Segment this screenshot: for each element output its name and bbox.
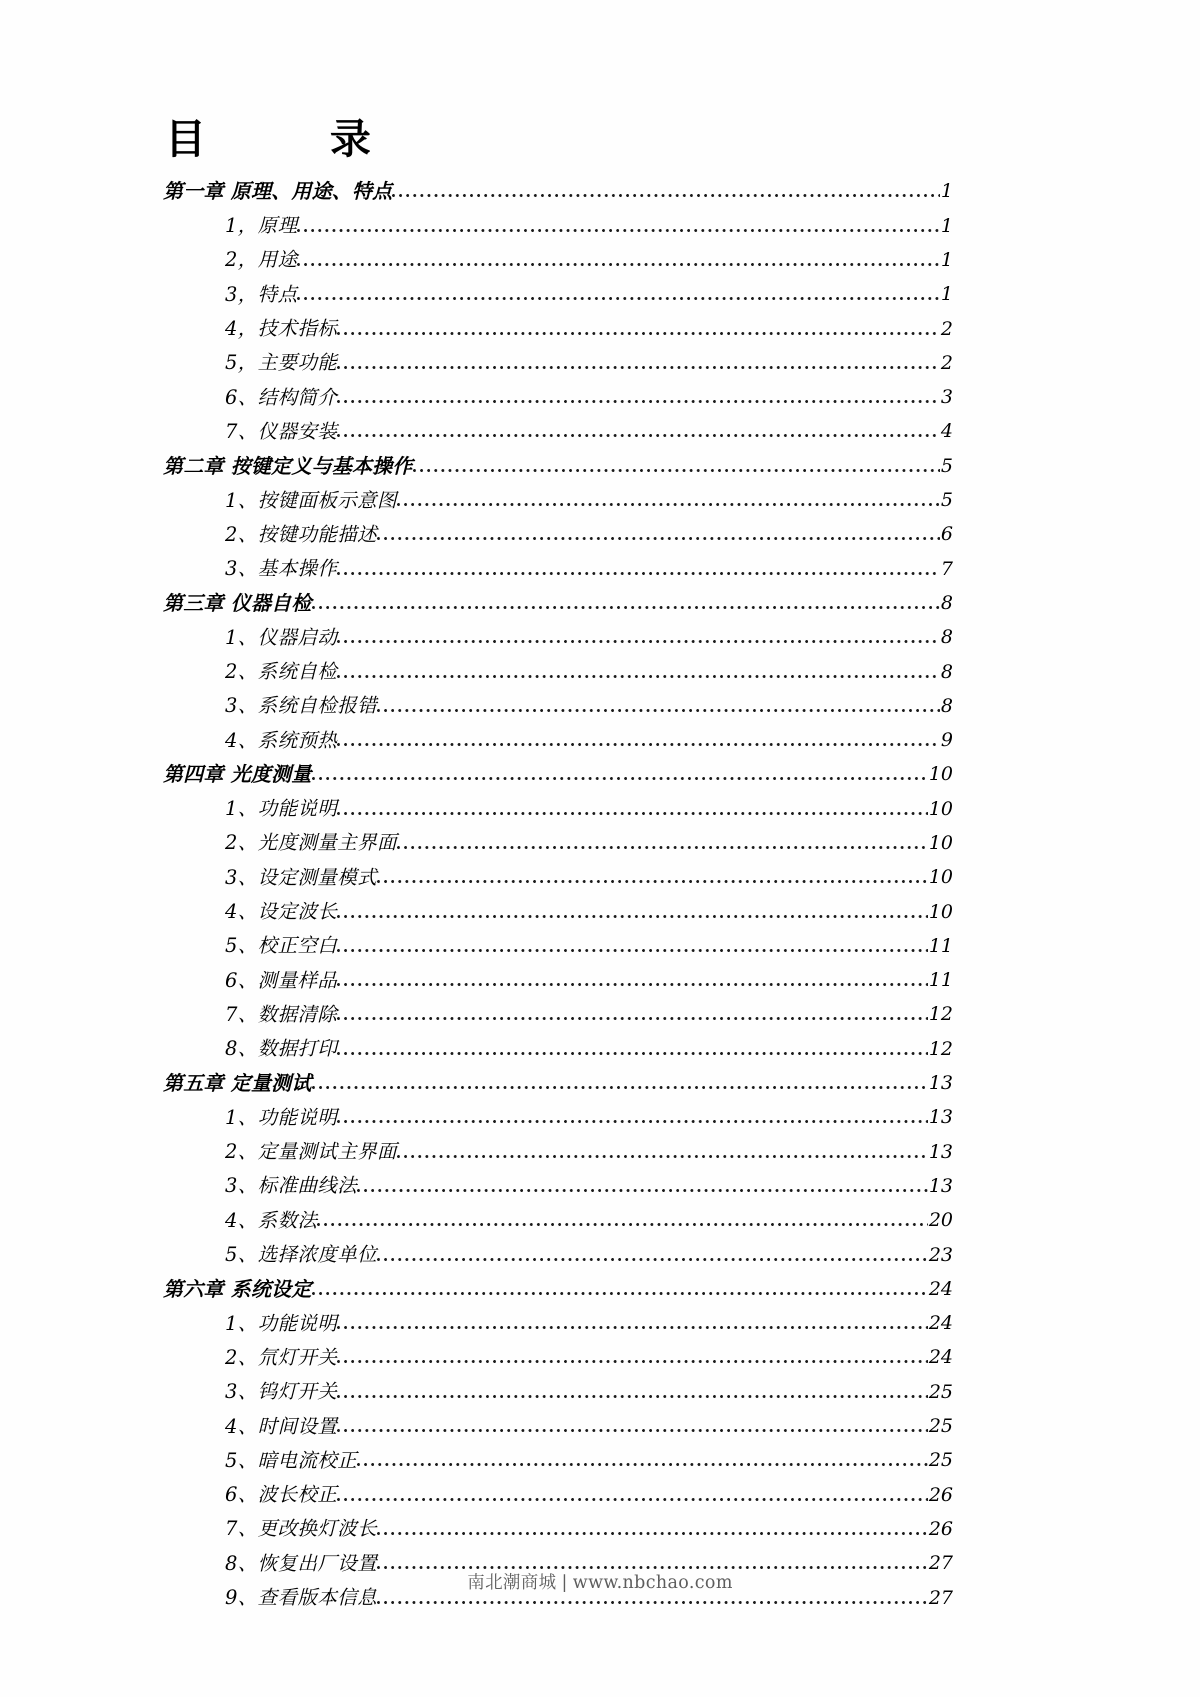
toc-entry-label: 7、更改换灯波长 [225,1517,378,1541]
dot-leader [337,375,940,409]
toc-entry-page-number: 1 [940,180,953,203]
dot-leader [377,684,940,718]
toc-entry-label: 6、测量样品 [225,968,338,992]
toc-entry-label: 2，用途 [225,248,298,272]
toc-entry-label: 1、功能说明 [225,1311,338,1335]
toc-section-row[interactable] [163,718,953,752]
toc-entry-label: 2、光度测量主界面 [225,831,397,855]
toc-section-row[interactable] [163,1164,953,1198]
dot-leader [397,821,928,855]
dot-leader [317,1198,927,1232]
toc-entry-label: 2、定量测试主界面 [225,1140,397,1164]
toc-entry-label: 3、标准曲线法 [225,1174,358,1198]
dot-leader [312,1267,928,1301]
toc-entry-page-number: 10 [928,900,953,923]
toc-entry-page-number: 6 [940,523,953,546]
toc-entry-page-number: 10 [928,866,953,889]
toc-section-row[interactable] [163,649,953,683]
toc-section-row[interactable] [163,238,953,272]
toc-entry-label: 8、数据打印 [225,1037,338,1061]
toc-entry-page-number: 3 [940,386,953,409]
toc-chapter-row[interactable] [163,443,953,477]
toc-entry-page-number: 27 [928,1552,953,1575]
toc-entry-page-number: 26 [928,1483,953,1506]
dot-leader [337,1026,928,1060]
toc-entry-label: 6、结构简介 [225,385,338,409]
toc-entry-page-number: 13 [928,1140,953,1163]
toc-section-row[interactable] [163,1404,953,1438]
toc-entry-page-number: 26 [928,1517,953,1540]
toc-section-row[interactable] [163,821,953,855]
toc-entry-label: 6、波长校正 [225,1483,338,1507]
toc-entry-page-number: 10 [928,797,953,820]
toc-section-row[interactable] [163,1472,953,1506]
toc-entry-page-number: 24 [928,1312,953,1335]
toc-entry-page-number: 24 [928,1277,953,1300]
toc-section-row[interactable] [163,958,953,992]
toc-entry-label: 第一章 原理、用途、特点 [163,179,393,204]
dot-leader [357,1438,928,1472]
toc-entry-page-number: 4 [940,420,953,443]
toc-entry-label: 8、恢复出厂设置 [225,1551,378,1575]
toc-entry-label: 4、时间设置 [225,1414,338,1438]
toc-chapter-row[interactable] [163,752,953,786]
toc-entry-page-number: 12 [928,1003,953,1026]
toc-chapter-row[interactable] [163,1267,953,1301]
toc-entry-page-number: 25 [928,1449,953,1472]
toc-section-row[interactable] [163,1198,953,1232]
dot-leader [392,169,940,203]
dot-leader [337,1095,928,1129]
toc-section-row[interactable] [163,203,953,237]
dot-leader [377,1507,928,1541]
toc-entry-label: 3、系统自检报错 [225,694,378,718]
dot-leader [337,1404,928,1438]
toc-section-row[interactable] [163,1507,953,1541]
toc-entry-label: 4、系数法 [225,1208,318,1232]
dot-leader [312,1061,928,1095]
toc-section-row[interactable] [163,1301,953,1335]
dot-leader [337,341,940,375]
dot-leader [397,478,940,512]
footer-separator: | [561,1573,568,1593]
toc-entry-page-number: 25 [928,1415,953,1438]
toc-entry-page-number: 25 [928,1380,953,1403]
toc-entry-label: 1、功能说明 [225,797,338,821]
dot-leader [377,512,940,546]
dot-leader [337,1301,928,1335]
toc-entry-page-number: 10 [928,763,953,786]
dot-leader [377,855,928,889]
toc-entry-page-number: 2 [940,317,953,340]
dot-leader [337,992,928,1026]
dot-leader [337,924,928,958]
toc-section-row[interactable] [163,409,953,443]
toc-section-row[interactable] [163,786,953,820]
toc-entry-label: 第六章 系统设定 [163,1276,312,1301]
toc-entry-page-number: 8 [940,591,953,614]
toc-entry-label: 4、系统预热 [225,728,338,752]
toc-entry-label: 1，原理 [225,214,298,238]
toc-section-row[interactable] [163,546,953,580]
toc-section-row[interactable] [163,512,953,546]
dot-leader [297,238,939,272]
toc-entry-page-number: 2 [940,351,953,374]
toc-section-row[interactable] [163,1129,953,1163]
toc-entry-label: 3、设定测量模式 [225,865,378,889]
toc-section-row[interactable] [163,1232,953,1266]
toc-entry-page-number: 1 [940,214,953,237]
toc-entry-page-number: 13 [928,1072,953,1095]
toc-section-row[interactable] [163,1095,953,1129]
toc-entry-label: 3、基本操作 [225,557,338,581]
toc-entry-label: 第五章 定量测试 [163,1071,312,1096]
toc-entry-label: 4，技术指标 [225,317,338,341]
toc-entry-page-number: 1 [940,248,953,271]
toc-entry-page-number: 8 [940,660,953,683]
dot-leader [413,443,940,477]
toc-entry-label: 7、数据清除 [225,1002,338,1026]
toc-entry-page-number: 24 [928,1346,953,1369]
toc-entry-label: 3，特点 [225,282,298,306]
toc-section-row[interactable] [163,924,953,958]
dot-leader [377,1232,928,1266]
toc-section-row[interactable] [163,889,953,923]
toc-entry-label: 4、设定波长 [225,900,338,924]
toc-entry-label: 2、系统自检 [225,660,338,683]
toc-chapter-row[interactable] [163,581,953,615]
toc-entry-label: 5，主要功能 [225,351,338,375]
toc-section-row[interactable] [163,1335,953,1369]
dot-leader [337,1369,928,1403]
footer-url: www.nbchao.com [572,1573,733,1593]
toc-entry-label: 5、选择浓度单位 [225,1243,378,1267]
toc-entry-label: 第三章 仪器自检 [163,590,312,615]
dot-leader [337,718,940,752]
dot-leader [312,752,928,786]
toc-entry-label: 2、氘灯开关 [225,1345,338,1369]
toc-content [163,115,953,1610]
toc-entry-page-number: 10 [928,831,953,854]
dot-leader [337,649,940,683]
dot-leader [397,1129,928,1163]
toc-entry-page-number: 13 [928,1174,953,1197]
toc-section-row[interactable] [163,1369,953,1403]
toc-section-row[interactable] [163,855,953,889]
toc-entry-label: 1、按键面板示意图 [225,488,397,512]
dot-leader [337,1335,928,1369]
toc-entry-page-number: 11 [928,969,953,992]
footer-site-name: 南北潮商城 [467,1573,557,1593]
toc-section-row[interactable] [163,615,953,649]
dot-leader [337,786,928,820]
toc-entry-page-number: 7 [940,557,953,580]
toc-section-row[interactable] [163,1026,953,1060]
toc-section-row[interactable] [163,1438,953,1472]
dot-leader [357,1164,928,1198]
toc-section-row[interactable] [163,684,953,718]
toc-section-row[interactable] [163,478,953,512]
toc-entry-label: 第二章 按键定义与基本操作 [163,453,413,478]
toc-entry-page-number: 5 [940,454,953,477]
toc-section-row[interactable] [163,341,953,375]
toc-entry-label: 2、按键功能描述 [225,522,378,546]
toc-section-row[interactable] [163,306,953,340]
toc-chapter-row[interactable] [163,169,953,203]
toc-entry-page-number: 5 [940,489,953,512]
dot-leader [337,958,928,992]
toc-section-row[interactable] [163,375,953,409]
toc-section-row[interactable] [163,272,953,306]
toc-entry-page-number: 13 [928,1106,953,1129]
toc-entry-page-number: 11 [928,934,953,957]
page-footer [0,1569,1200,1594]
toc-entry-page-number: 8 [940,626,953,649]
page-title: 目 录 [165,115,385,163]
dot-leader [312,581,940,615]
toc-entry-label: 9、查看版本信息 [225,1586,378,1610]
dot-leader [297,203,939,237]
toc-entry-label: 3、钨灯开关 [225,1380,338,1404]
toc-entry-page-number: 23 [928,1243,953,1266]
dot-leader [337,1472,928,1506]
dot-leader [297,272,939,306]
toc-entry-page-number: 1 [940,283,953,306]
dot-leader [337,615,940,649]
toc-entry-page-number: 20 [928,1209,953,1232]
toc-entry-list [163,169,953,1609]
toc-chapter-row[interactable] [163,1061,953,1095]
toc-entry-label: 1、仪器启动 [225,625,338,649]
toc-entry-page-number: 27 [928,1586,953,1609]
toc-entry-page-number: 8 [940,694,953,717]
toc-entry-page-number: 12 [928,1037,953,1060]
toc-entry-label: 7、仪器安装 [225,419,338,443]
toc-entry-page-number: 9 [940,729,953,752]
toc-entry-label: 1、功能说明 [225,1105,338,1129]
dot-leader [337,409,940,443]
toc-entry-label: 第四章 光度测量 [163,762,312,787]
dot-leader [337,546,940,580]
toc-section-row[interactable] [163,992,953,1026]
toc-entry-label: 5、暗电流校正 [225,1448,358,1472]
dot-leader [337,306,940,340]
toc-entry-label: 5、校正空白 [225,934,338,958]
dot-leader [337,889,928,923]
